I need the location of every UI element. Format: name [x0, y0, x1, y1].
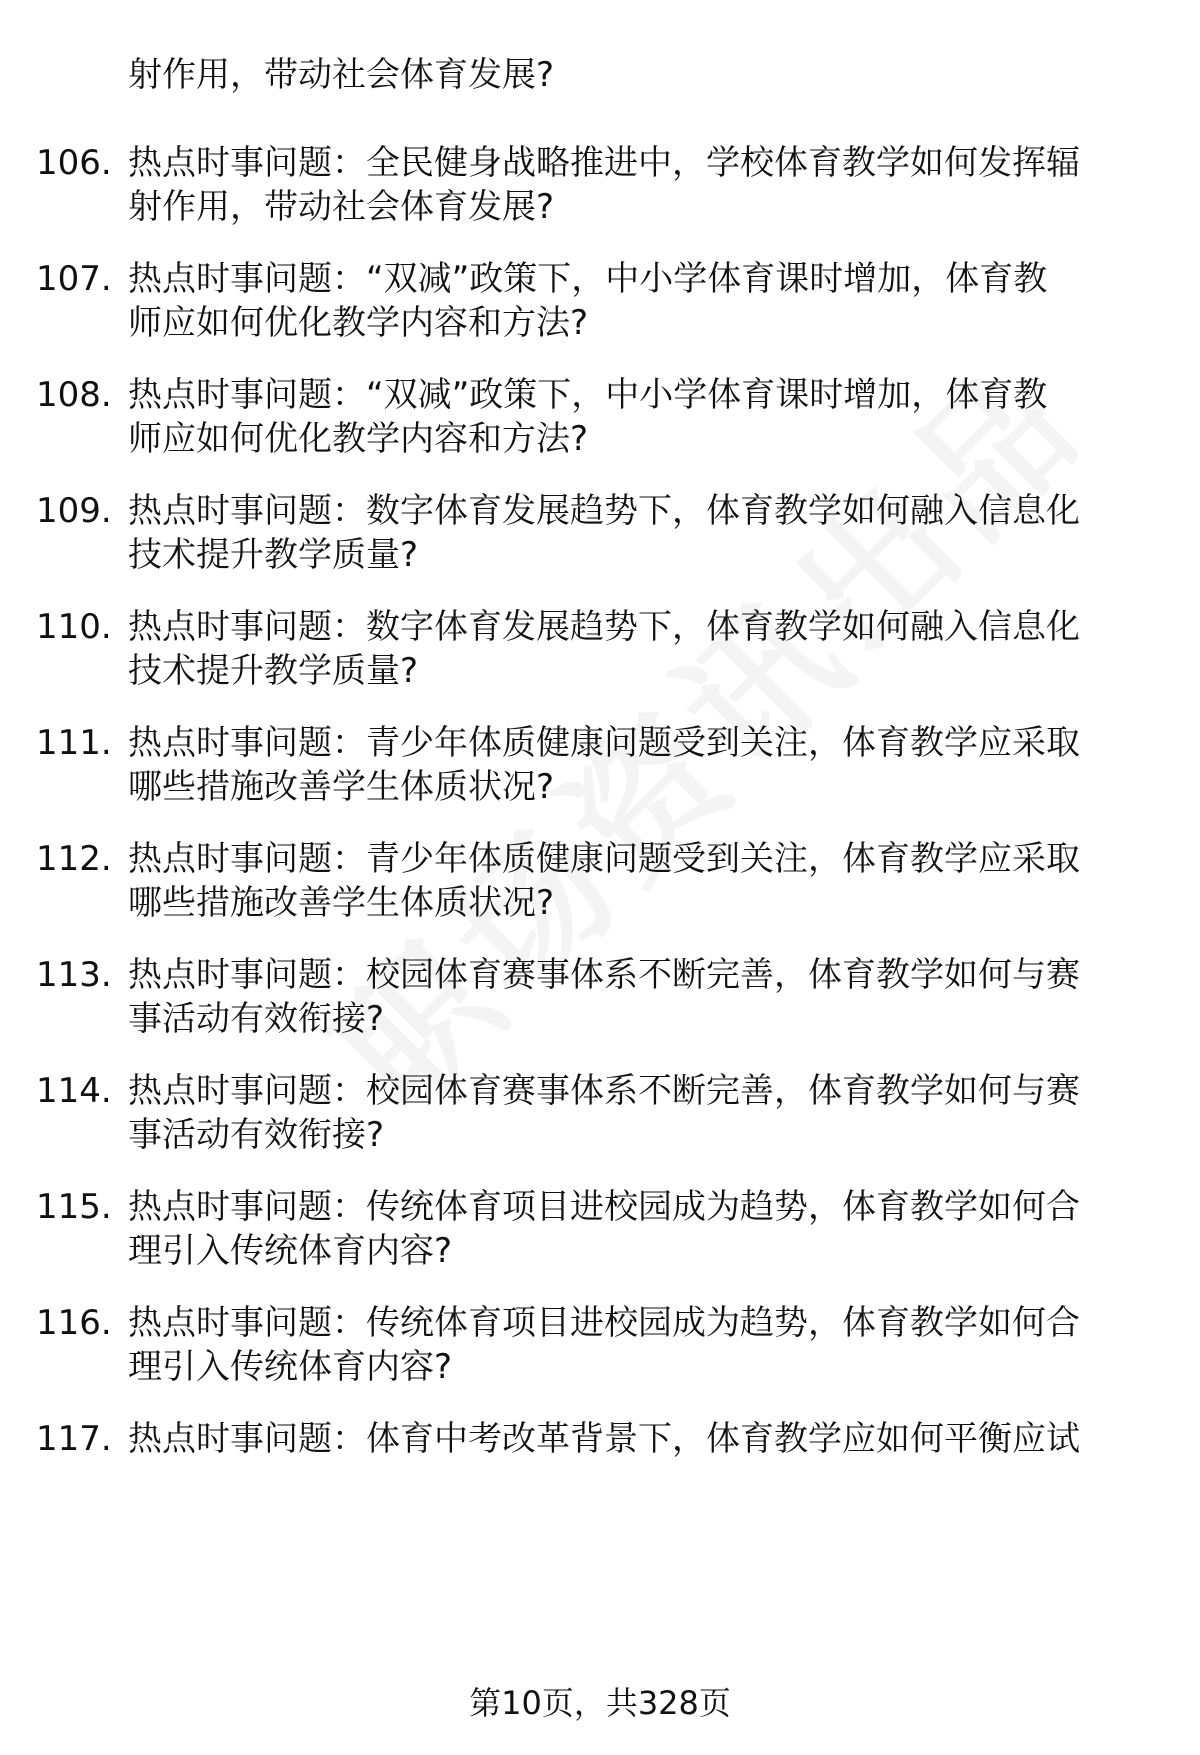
item-text-line: 理引入传统体育内容? — [128, 1231, 453, 1271]
item-text-line: 热点时事问题：传统体育项目进校园成为趋势，体育教学如何合 — [128, 1303, 1080, 1343]
item-number: 110. — [36, 607, 112, 647]
item-text-line: 热点时事问题：数字体育发展趋势下，体育教学如何融入信息化 — [128, 607, 1080, 647]
item-text-line: 热点时事问题：青少年体质健康问题受到关注，体育教学应采取 — [128, 723, 1080, 763]
item-number: 116. — [36, 1303, 112, 1343]
item-number: 107. — [36, 259, 112, 299]
page-footer: 第10页，共328页 — [469, 1684, 731, 1722]
item-text-line: 热点时事问题：校园体育赛事体系不断完善，体育教学如何与赛 — [128, 1071, 1080, 1111]
item-number: 112. — [36, 839, 112, 879]
item-text-line: 理引入传统体育内容? — [128, 1347, 453, 1387]
item-number: 117. — [36, 1419, 112, 1459]
item-text-line: 热点时事问题：数字体育发展趋势下，体育教学如何融入信息化 — [128, 491, 1080, 531]
item-text-line: 技术提升教学质量? — [128, 535, 419, 575]
item-text-line: 热点时事问题：“双减”政策下，中小学体育课时增加，体育教 — [128, 259, 1048, 299]
item-text-line: 师应如何优化教学内容和方法? — [128, 419, 589, 459]
item-number: 114. — [36, 1071, 112, 1111]
item-text-line: 事活动有效衔接? — [128, 1115, 385, 1155]
item-text-line: 哪些措施改善学生体质状况? — [128, 883, 555, 923]
item-text-line: 技术提升教学质量? — [128, 651, 419, 691]
item-text-line: 热点时事问题：全民健身战略推进中，学校体育教学如何发挥辐 — [128, 143, 1080, 183]
item-text-line: 热点时事问题：青少年体质健康问题受到关注，体育教学应采取 — [128, 839, 1080, 879]
item-number: 111. — [36, 723, 112, 763]
item-text-line: 哪些措施改善学生体质状况? — [128, 767, 555, 807]
item-number: 115. — [36, 1187, 112, 1227]
item-text-line: 热点时事问题：“双减”政策下，中小学体育课时增加，体育教 — [128, 375, 1048, 415]
item-text-line: 射作用，带动社会体育发展? — [128, 55, 555, 95]
item-text-line: 师应如何优化教学内容和方法? — [128, 303, 589, 343]
item-number: 109. — [36, 491, 112, 531]
item-number: 106. — [36, 143, 112, 183]
item-text-line: 射作用，带动社会体育发展? — [128, 187, 555, 227]
item-number: 108. — [36, 375, 112, 415]
item-number: 113. — [36, 955, 112, 995]
item-text-line: 热点时事问题：体育中考改革背景下，体育教学应如何平衡应试 — [128, 1419, 1080, 1459]
item-text-line: 事活动有效衔接? — [128, 999, 385, 1039]
item-text-line: 热点时事问题：传统体育项目进校园成为趋势，体育教学如何合 — [128, 1187, 1080, 1227]
item-text-line: 热点时事问题：校园体育赛事体系不断完善，体育教学如何与赛 — [128, 955, 1080, 995]
